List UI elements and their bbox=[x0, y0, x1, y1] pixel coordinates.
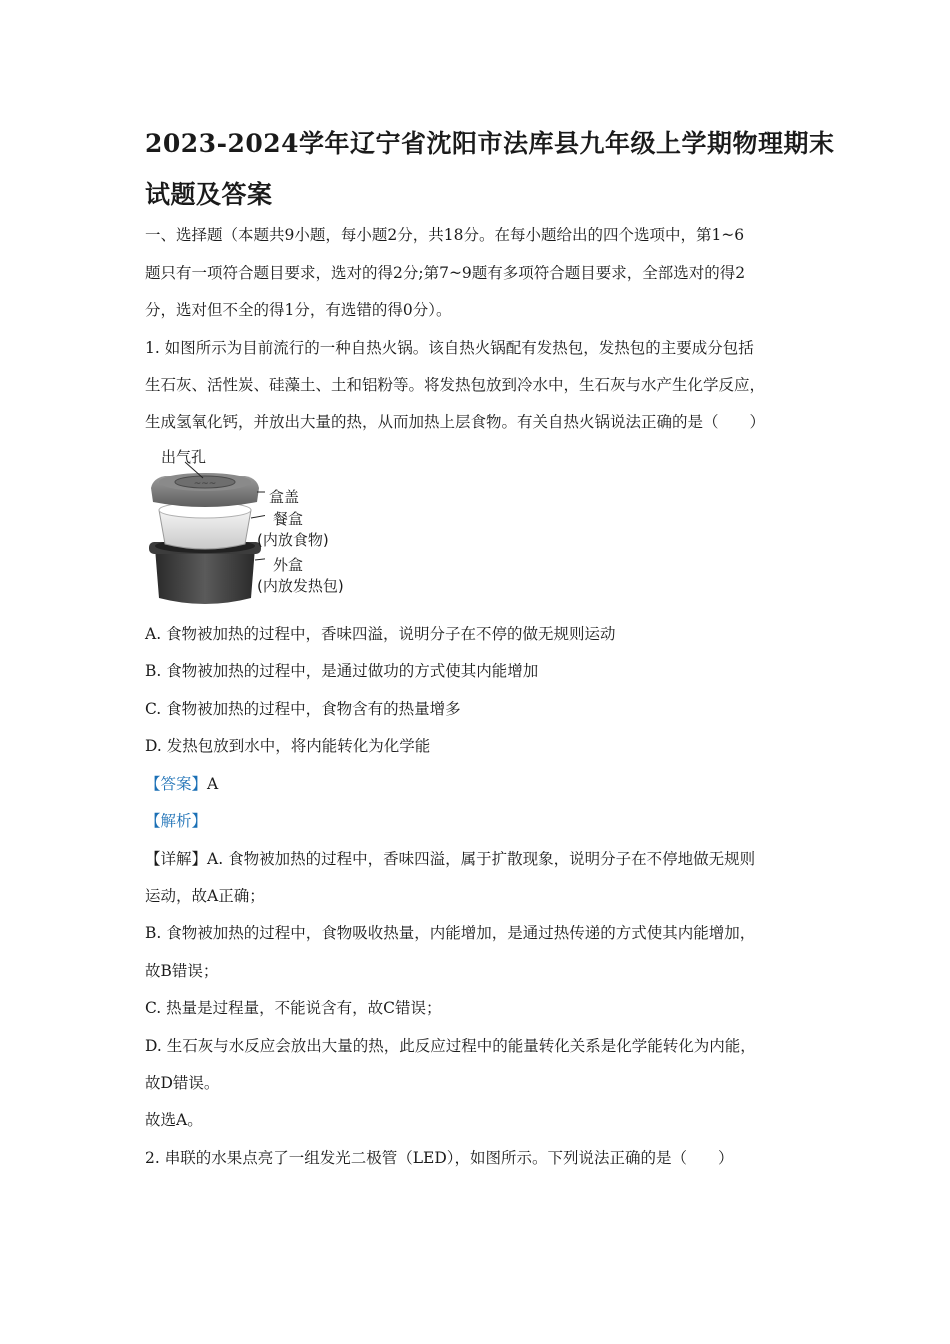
section-instructions-line: 分，选对但不全的得1分，有选错的得0分）。 bbox=[145, 301, 452, 319]
detail-line: 故B错误； bbox=[145, 962, 219, 980]
outer-box-label: 外盒 bbox=[273, 556, 304, 574]
svg-text:~~~: ~~~ bbox=[193, 479, 217, 489]
detail-tag: 【详解】 bbox=[145, 850, 208, 868]
lid-label: 盒盖 bbox=[269, 488, 300, 506]
question-2-stem: 2. 串联的水果点亮了一组发光二极管（LED），如图所示。下列说法正确的是（ ） bbox=[145, 1149, 734, 1167]
hotpot-figure bbox=[145, 440, 405, 610]
vent-label: 出气孔 bbox=[161, 448, 207, 466]
food-box-label: 餐盒 bbox=[273, 510, 304, 528]
question-1-option-a: A. 食物被加热的过程中，香味四溢，说明分子在不停的做无规则运动 bbox=[145, 625, 616, 643]
section-instructions-line: 题只有一项符合题目要求，选对的得2分;第7~9题有多项符合题目要求，全部选对的得2 bbox=[145, 264, 746, 282]
analysis-tag: 【解析】 bbox=[145, 812, 208, 830]
question-1-stem-line: 生成氢氧化钙，并放出大量的热，从而加热上层食物。有关自热火锅说法正确的是（ ） bbox=[145, 413, 766, 431]
food-box-sublabel: (内放食物) bbox=[257, 531, 329, 549]
question-1-option-c: C. 食物被加热的过程中，食物含有的热量增多 bbox=[145, 700, 461, 718]
answer-value: A bbox=[207, 775, 219, 793]
document-title-line2: 试题及答案 bbox=[145, 180, 273, 209]
outer-box-sublabel: (内放发热包) bbox=[257, 577, 344, 595]
detail-line: 运动，故A正确； bbox=[145, 887, 265, 905]
document-title-line1: 2023-2024学年辽宁省沈阳市法库县九年级上学期物理期末 bbox=[145, 129, 835, 158]
detail-line: B. 食物被加热的过程中，食物吸收热量，内能增加，是通过热传递的方式使其内能增加， bbox=[145, 924, 756, 942]
detail-line: D. 生石灰与水反应会放出大量的热，此反应过程中的能量转化关系是化学能转化为内能， bbox=[145, 1037, 756, 1055]
question-1-stem-line: 1. 如图所示为目前流行的一种自热火锅。该自热火锅配有发热包，发热包的主要成分包括 bbox=[145, 339, 754, 357]
detail-line: 故D错误。 bbox=[145, 1074, 220, 1092]
detail-line: C. 热量是过程量，不能说含有，故C错误； bbox=[145, 999, 442, 1017]
section-instructions-line: 一、选择题（本题共9小题，每小题2分，共18分。在每小题给出的四个选项中，第1~6 bbox=[145, 226, 745, 244]
question-1-stem-line: 生石灰、活性炭、硅藻土、土和铝粉等。将发热包放到冷水中，生石灰与水产生化学反应， bbox=[145, 376, 766, 394]
detail-text: A. 食物被加热的过程中，香味四溢，属于扩散现象，说明分子在不停地做无规则 bbox=[207, 850, 756, 868]
detail-conclusion: 故选A。 bbox=[145, 1111, 203, 1129]
question-1-option-b: B. 食物被加热的过程中，是通过做功的方式使其内能增加 bbox=[145, 662, 539, 680]
answer-line bbox=[145, 772, 218, 794]
question-1-option-d: D. 发热包放到水中，将内能转化为化学能 bbox=[145, 737, 431, 755]
detail-line bbox=[145, 847, 755, 869]
answer-tag: 【答案】 bbox=[145, 775, 208, 793]
